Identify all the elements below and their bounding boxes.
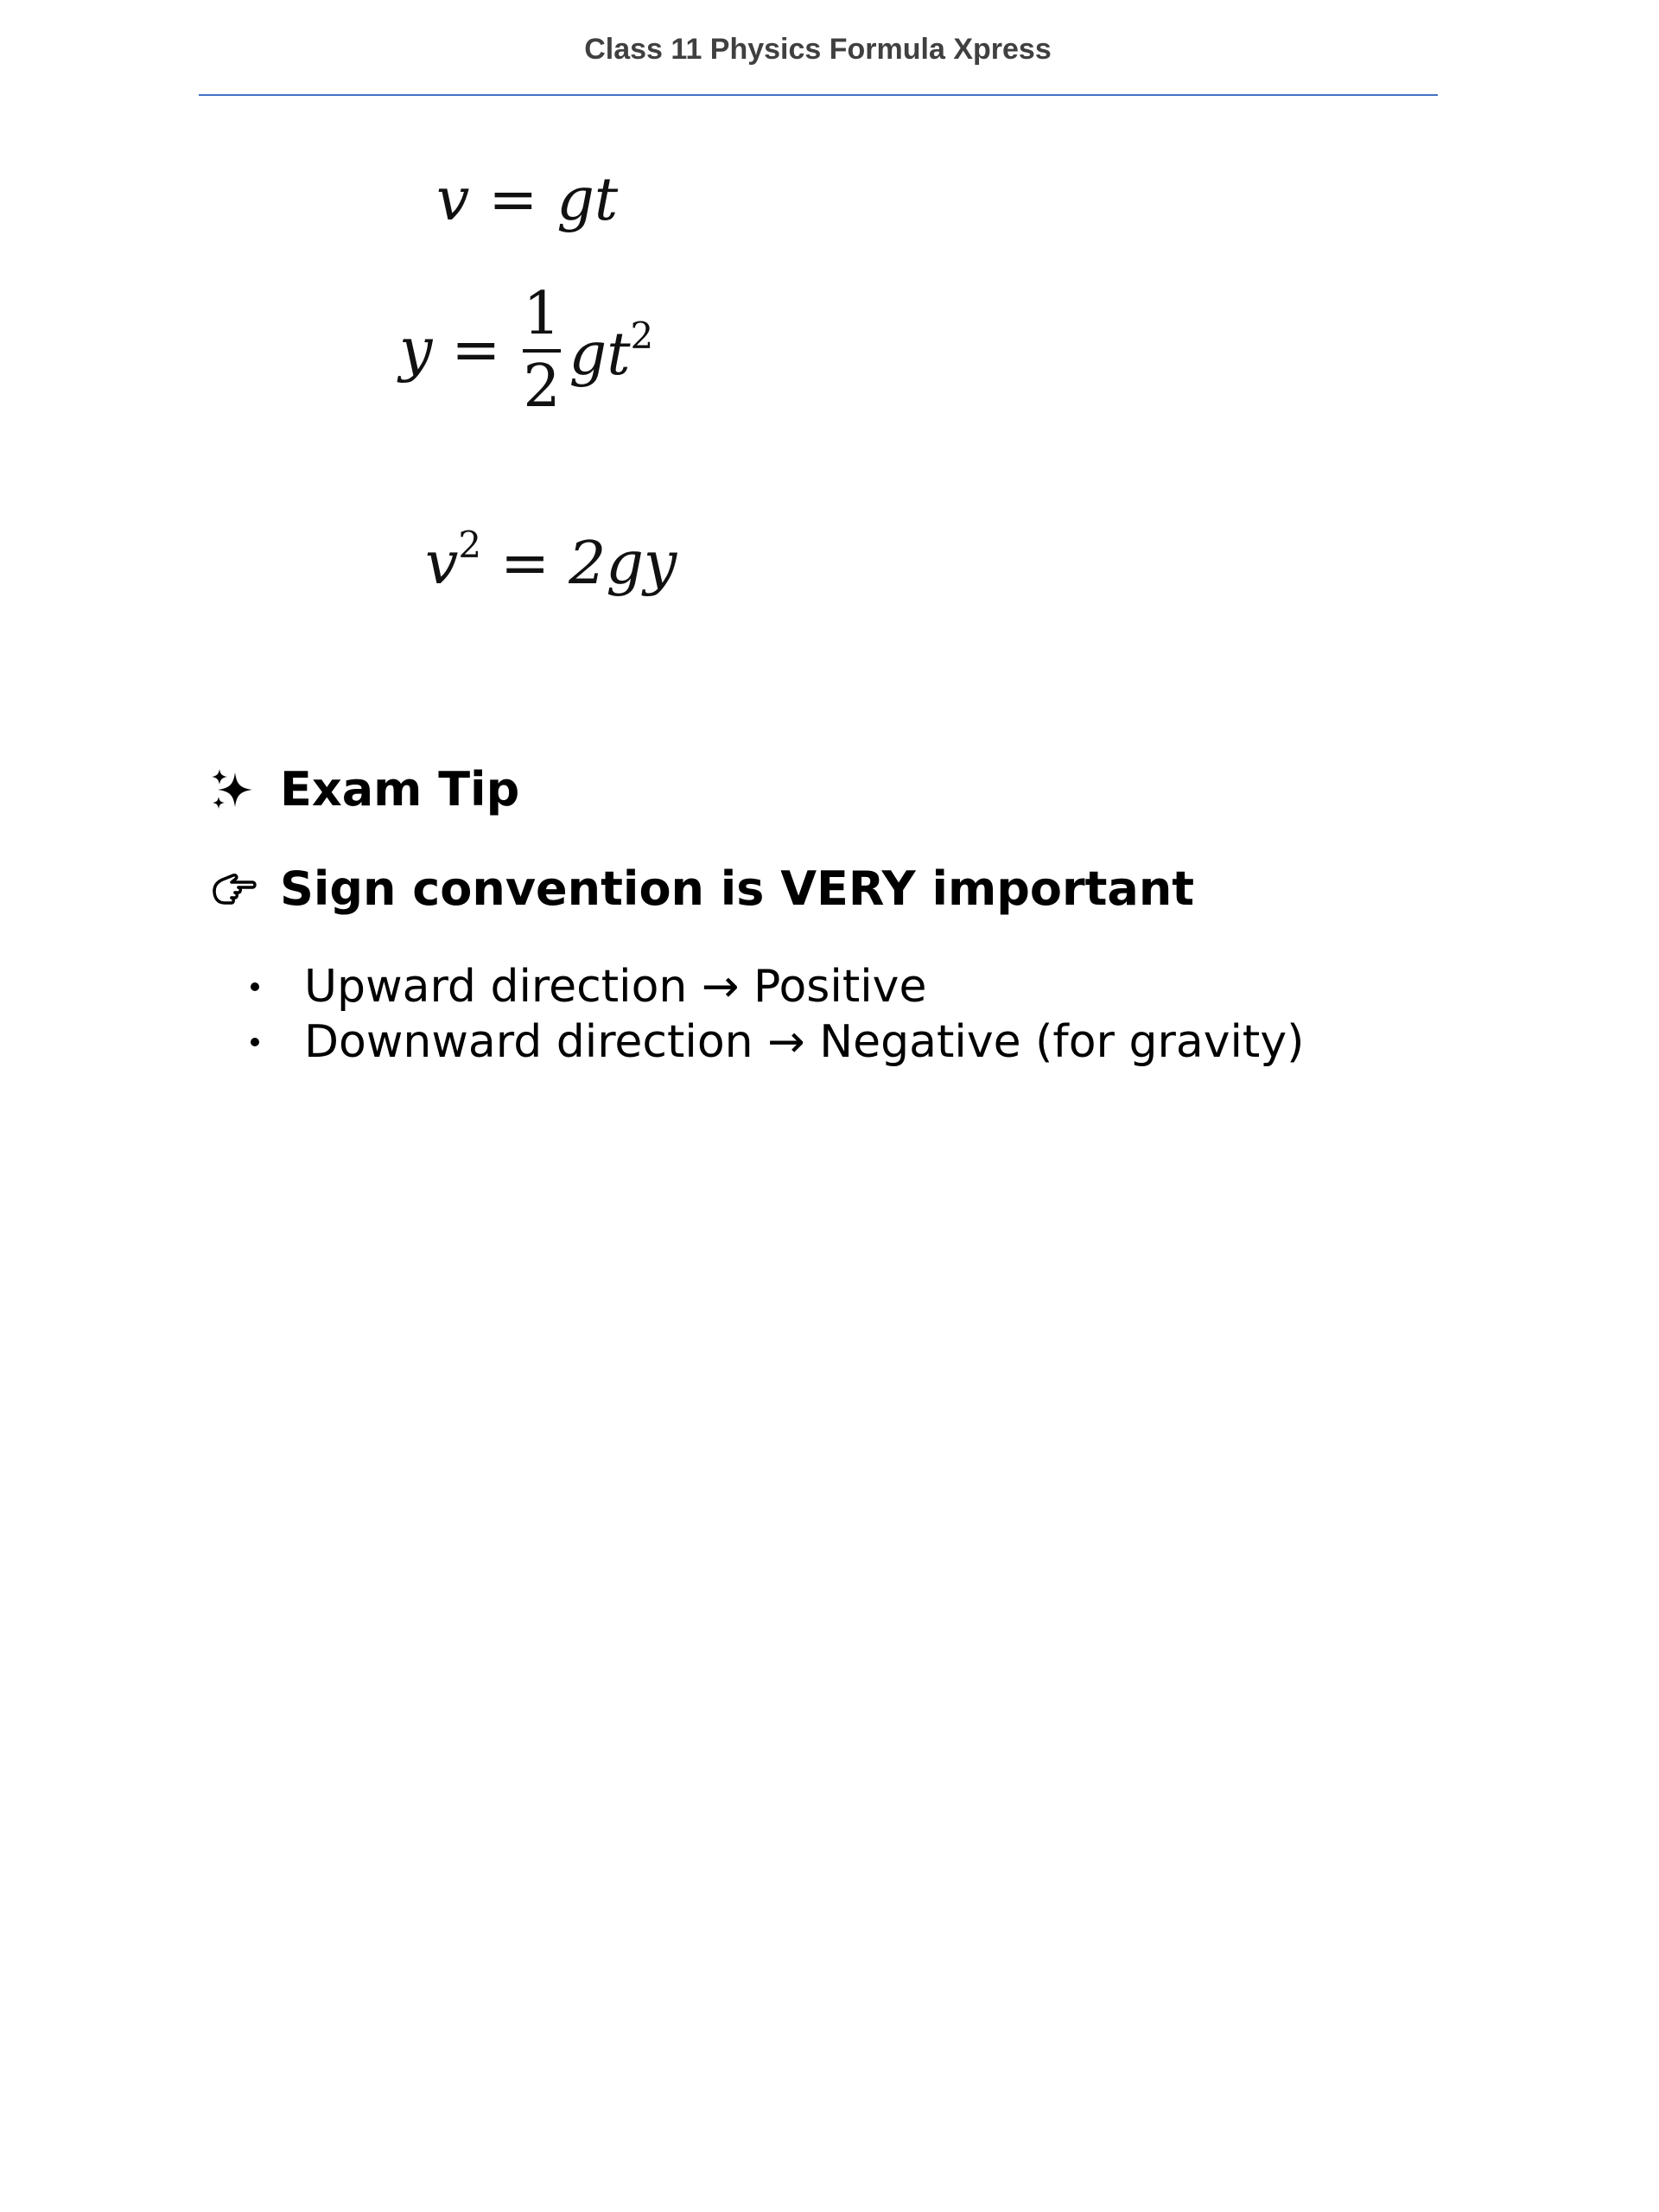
header-divider <box>199 94 1438 96</box>
exam-tip-heading <box>209 762 519 817</box>
eq3-operator: = <box>500 530 550 598</box>
eq2-rhs: gt <box>569 320 631 389</box>
eq1-operator: = <box>488 166 538 234</box>
eq2-fraction <box>519 280 563 421</box>
list-item <box>251 1014 1304 1070</box>
equation-displacement-time <box>399 280 654 421</box>
sign-convention-list <box>251 959 1304 1070</box>
eq1-lhs: v <box>436 166 470 234</box>
list-item-label: Downward direction → Negative (for gravity) <box>304 1016 1305 1068</box>
eq2-exponent: 2 <box>630 314 654 357</box>
eq3-lhs: v <box>425 530 459 598</box>
sign-convention-heading <box>209 861 1194 916</box>
eq1-rhs: gt <box>556 166 619 234</box>
bullet-icon <box>251 982 259 991</box>
exam-tip-label: Exam Tip <box>280 762 520 817</box>
equation-velocity-time <box>436 166 619 234</box>
eq2-lhs: y <box>399 316 433 385</box>
sign-convention-label: Sign convention is VERY important <box>280 861 1195 916</box>
eq2-denominator: 2 <box>523 353 561 421</box>
pointing-hand-icon <box>209 865 257 913</box>
eq2-operator: = <box>451 316 501 385</box>
list-item <box>251 959 1304 1014</box>
list-item-label: Upward direction → Positive <box>304 961 927 1013</box>
sparkles-icon <box>209 766 257 814</box>
eq3-rhs: 2gy <box>569 530 677 598</box>
page-header-title: Class 11 Physics Formula Xpress <box>584 33 1052 66</box>
equation-velocity-displacement <box>425 524 677 598</box>
eq3-lhs-exponent: 2 <box>458 524 482 566</box>
eq2-numerator: 1 <box>523 280 561 348</box>
bullet-icon <box>251 1038 259 1046</box>
